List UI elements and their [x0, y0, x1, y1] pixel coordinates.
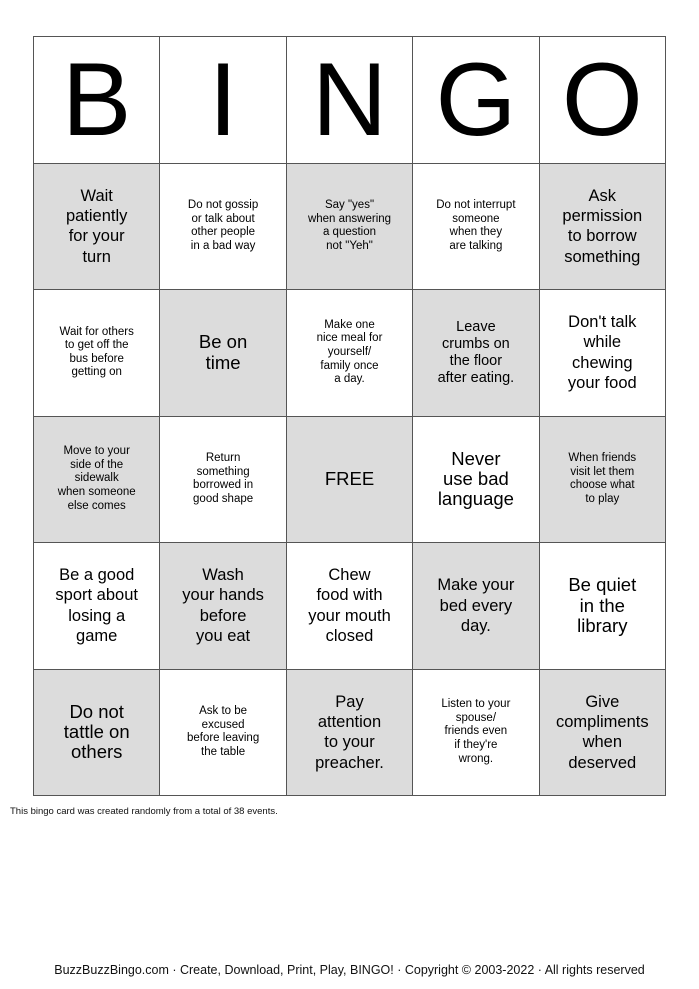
bingo-cell: Make your bed every day.: [413, 543, 539, 670]
bingo-cell: Make one nice meal for yourself/ family once a day.: [287, 290, 413, 417]
bingo-cell: Chew food with your mouth closed: [287, 543, 413, 670]
bingo-cell: Wait patiently for your turn: [34, 164, 160, 291]
bingo-cell: When friends visit let them choose what to play: [540, 417, 666, 544]
bingo-cell: Do not interrupt someone when they are talking: [413, 164, 539, 291]
header-letter-o: O: [540, 37, 666, 164]
bingo-cell: Be quiet in the library: [540, 543, 666, 670]
header-letter-b: B: [34, 37, 160, 164]
bingo-cell: Pay attention to your preacher.: [287, 670, 413, 797]
bingo-cell: Ask to be excused before leaving the table: [160, 670, 286, 797]
header-letter-n: N: [287, 37, 413, 164]
bingo-cell: Ask permission to borrow something: [540, 164, 666, 291]
header-letter-g: G: [413, 37, 539, 164]
card-note: This bingo card was created randomly from a total of 38 events.: [10, 806, 278, 817]
bingo-cell: Wash your hands before you eat: [160, 543, 286, 670]
bingo-cell: Do not tattle on others: [34, 670, 160, 797]
bingo-cell: Don't talk while chewing your food: [540, 290, 666, 417]
bingo-cell: Be on time: [160, 290, 286, 417]
free-space-cell: FREE: [287, 417, 413, 544]
bingo-cell: Return something borrowed in good shape: [160, 417, 286, 544]
bingo-cell: Say "yes" when answering a question not "Yeh": [287, 164, 413, 291]
bingo-cell: Move to your side of the sidewalk when someone else comes: [34, 417, 160, 544]
bingo-cell: Wait for others to get off the bus before getting on: [34, 290, 160, 417]
bingo-card: [33, 36, 666, 796]
bingo-cell: Listen to your spouse/ friends even if they're wrong.: [413, 670, 539, 797]
bingo-cell: Do not gossip or talk about other people in a bad way: [160, 164, 286, 291]
bingo-cell: Be a good sport about losing a game: [34, 543, 160, 670]
bingo-cell: Never use bad language: [413, 417, 539, 544]
bingo-cell: Give compliments when deserved: [540, 670, 666, 797]
bingo-cell: Leave crumbs on the floor after eating.: [413, 290, 539, 417]
page-footer: BuzzBuzzBingo.com · Create, Download, Print, Play, BINGO! · Copyright © 2003-2022 · All rights reserved: [54, 963, 645, 977]
header-letter-i: I: [160, 37, 286, 164]
